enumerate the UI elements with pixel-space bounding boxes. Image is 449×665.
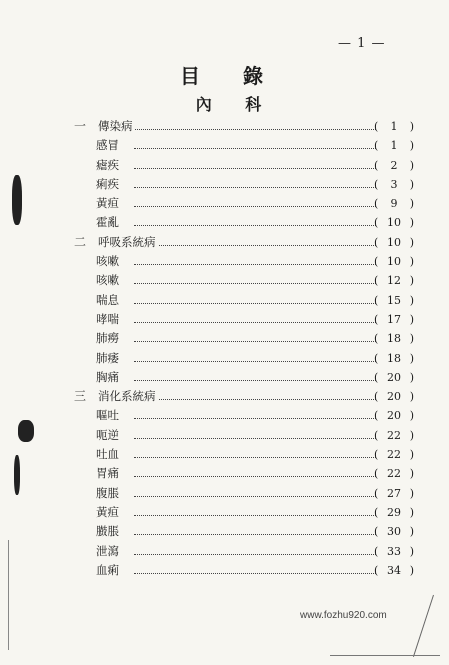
toc-page-number: 10 xyxy=(387,255,401,269)
toc-page-number: 18 xyxy=(387,332,401,346)
toc-entry-row xyxy=(74,213,414,232)
toc-page-number: 20 xyxy=(387,370,401,384)
toc-page-number: 12 xyxy=(387,274,401,288)
watermark-url: www.fozhu920.com xyxy=(300,610,387,621)
toc-entry-row xyxy=(74,194,414,213)
toc-entry-row xyxy=(74,542,414,561)
dot-leader xyxy=(134,361,376,362)
toc-page-number: 15 xyxy=(387,293,401,307)
toc-page-ref: ( 15 ) xyxy=(374,291,414,310)
toc-label: 嘔吐 xyxy=(96,406,121,425)
toc-entry-row xyxy=(74,406,414,425)
dot-leader xyxy=(134,206,376,207)
toc-page-ref: ( 22 ) xyxy=(374,426,414,445)
toc-page-number: 22 xyxy=(387,448,401,462)
toc-page-ref: ( 22 ) xyxy=(374,445,414,464)
toc-page-ref: ( 20 ) xyxy=(374,368,414,387)
dot-leader xyxy=(134,496,376,497)
toc-label: 瘧疾 xyxy=(96,156,121,175)
toc-page-number: 2 xyxy=(390,158,398,172)
table-of-contents xyxy=(74,117,414,580)
dot-leader xyxy=(134,187,376,188)
toc-entry-row xyxy=(74,445,414,464)
toc-label: 霍亂 xyxy=(96,213,121,232)
toc-page-ref: ( 12 ) xyxy=(374,271,414,290)
toc-page-ref: ( 20 ) xyxy=(374,387,414,406)
toc-page-number: 20 xyxy=(387,409,401,423)
toc-page-number: 33 xyxy=(387,544,401,558)
toc-label: 感冒 xyxy=(96,136,121,155)
toc-label: 喘息 xyxy=(96,291,121,310)
toc-entry-row xyxy=(74,484,414,503)
scan-smudge xyxy=(18,420,34,442)
page-corner-line xyxy=(413,595,434,657)
toc-label: 消化系統病 xyxy=(98,387,158,406)
dot-leader xyxy=(134,303,376,304)
toc-page-ref: ( 22 ) xyxy=(374,464,414,483)
dot-leader xyxy=(134,341,376,342)
page-number: — 1 — xyxy=(338,36,386,51)
toc-label: 傳染病 xyxy=(98,117,135,136)
toc-page-ref: ( 1 ) xyxy=(374,136,414,155)
dot-leader xyxy=(134,148,376,149)
dot-leader xyxy=(134,554,376,555)
toc-label: 泄瀉 xyxy=(96,542,121,561)
toc-page-ref: ( 30 ) xyxy=(374,522,414,541)
page-title: 目 錄 xyxy=(180,64,281,88)
toc-label: 咳嗽 xyxy=(96,271,121,290)
toc-page-ref: ( 34 ) xyxy=(374,561,414,580)
dot-leader xyxy=(134,168,376,169)
dot-leader xyxy=(134,225,376,226)
toc-page-number: 1 xyxy=(390,139,398,153)
toc-entry-row xyxy=(74,136,414,155)
dot-leader xyxy=(134,476,376,477)
section-subtitle: 內 科 xyxy=(195,95,276,114)
toc-page-number: 30 xyxy=(387,525,401,539)
toc-entry-row xyxy=(74,368,414,387)
toc-page-number: 29 xyxy=(387,505,401,519)
toc-entry-row xyxy=(74,522,414,541)
toc-page-ref: ( 18 ) xyxy=(374,349,414,368)
dot-leader xyxy=(134,534,376,535)
toc-entry-row xyxy=(74,291,414,310)
toc-category-row xyxy=(74,117,414,136)
toc-label: 胸痛 xyxy=(96,368,121,387)
dot-leader xyxy=(134,573,376,574)
toc-label: 吐血 xyxy=(96,445,121,464)
dot-leader xyxy=(134,322,376,323)
toc-page-ref: ( 2 ) xyxy=(374,156,414,175)
toc-number: 三 xyxy=(74,389,87,404)
toc-page-ref: ( 10 ) xyxy=(374,233,414,252)
dot-leader xyxy=(134,399,376,400)
toc-label: 痢疾 xyxy=(96,175,121,194)
toc-label: 哮喘 xyxy=(96,310,121,329)
toc-label: 黃疸 xyxy=(96,503,121,522)
toc-label: 咳嗽 xyxy=(96,252,121,271)
toc-page-ref: ( 18 ) xyxy=(374,329,414,348)
toc-entry-row xyxy=(74,349,414,368)
toc-page-number: 22 xyxy=(387,467,401,481)
toc-label: 血痢 xyxy=(96,561,121,580)
dot-leader xyxy=(134,264,376,265)
toc-page-number: 1 xyxy=(390,120,398,133)
toc-page-number: 27 xyxy=(387,486,401,500)
toc-label: 黃疸 xyxy=(96,194,121,213)
toc-entry-row xyxy=(74,252,414,271)
dot-leader xyxy=(134,457,376,458)
toc-entry-row xyxy=(74,156,414,175)
toc-entry-row xyxy=(74,271,414,290)
toc-page-number: 10 xyxy=(387,235,401,249)
toc-entry-row xyxy=(74,175,414,194)
toc-category-row xyxy=(74,387,414,406)
dot-leader xyxy=(134,245,376,246)
toc-label: 肺癆 xyxy=(96,329,121,348)
toc-page-ref: ( 10 ) xyxy=(374,213,414,232)
toc-page-ref: ( 10 ) xyxy=(374,252,414,271)
toc-number: 一 xyxy=(74,119,87,133)
dot-leader xyxy=(134,283,376,284)
toc-label: 呼吸系統病 xyxy=(98,233,158,252)
toc-page-number: 10 xyxy=(387,216,401,230)
dot-leader xyxy=(134,129,376,130)
toc-label: 胃痛 xyxy=(96,464,121,483)
toc-page-number: 18 xyxy=(387,351,401,365)
toc-page-ref: ( 27 ) xyxy=(374,484,414,503)
toc-entry-row xyxy=(74,426,414,445)
toc-page-ref: ( 20 ) xyxy=(374,406,414,425)
toc-page-ref: ( 33 ) xyxy=(374,542,414,561)
page-edge-line xyxy=(8,540,9,650)
toc-page-number: 34 xyxy=(387,563,401,577)
toc-label: 肺痿 xyxy=(96,349,121,368)
toc-page-number: 3 xyxy=(390,177,398,191)
toc-page-ref: ( 9 ) xyxy=(374,194,414,213)
scan-smudge xyxy=(14,455,20,495)
toc-entry-row xyxy=(74,310,414,329)
toc-page-number: 9 xyxy=(390,197,398,211)
dot-leader xyxy=(134,438,376,439)
toc-category-row xyxy=(74,233,414,252)
toc-page-ref: ( 3 ) xyxy=(374,175,414,194)
toc-entry-row xyxy=(74,503,414,522)
toc-label: 臌脹 xyxy=(96,522,121,541)
toc-page-ref: ( 29 ) xyxy=(374,503,414,522)
toc-label: 呃逆 xyxy=(96,426,121,445)
toc-page-number: 17 xyxy=(387,312,401,326)
toc-entry-row xyxy=(74,329,414,348)
scan-smudge xyxy=(12,175,22,225)
toc-entry-row xyxy=(74,464,414,483)
toc-page-ref: ( 17 ) xyxy=(374,310,414,329)
toc-number: 二 xyxy=(74,234,87,249)
dot-leader xyxy=(134,515,376,516)
toc-page-number: 22 xyxy=(387,428,401,442)
toc-entry-row xyxy=(74,561,414,580)
dot-leader xyxy=(134,418,376,419)
toc-page-number: 20 xyxy=(387,390,401,404)
toc-page-ref: ( 1 ) xyxy=(374,117,414,136)
dot-leader xyxy=(134,380,376,381)
toc-label: 腹脹 xyxy=(96,484,121,503)
page-bottom-line xyxy=(330,655,440,656)
